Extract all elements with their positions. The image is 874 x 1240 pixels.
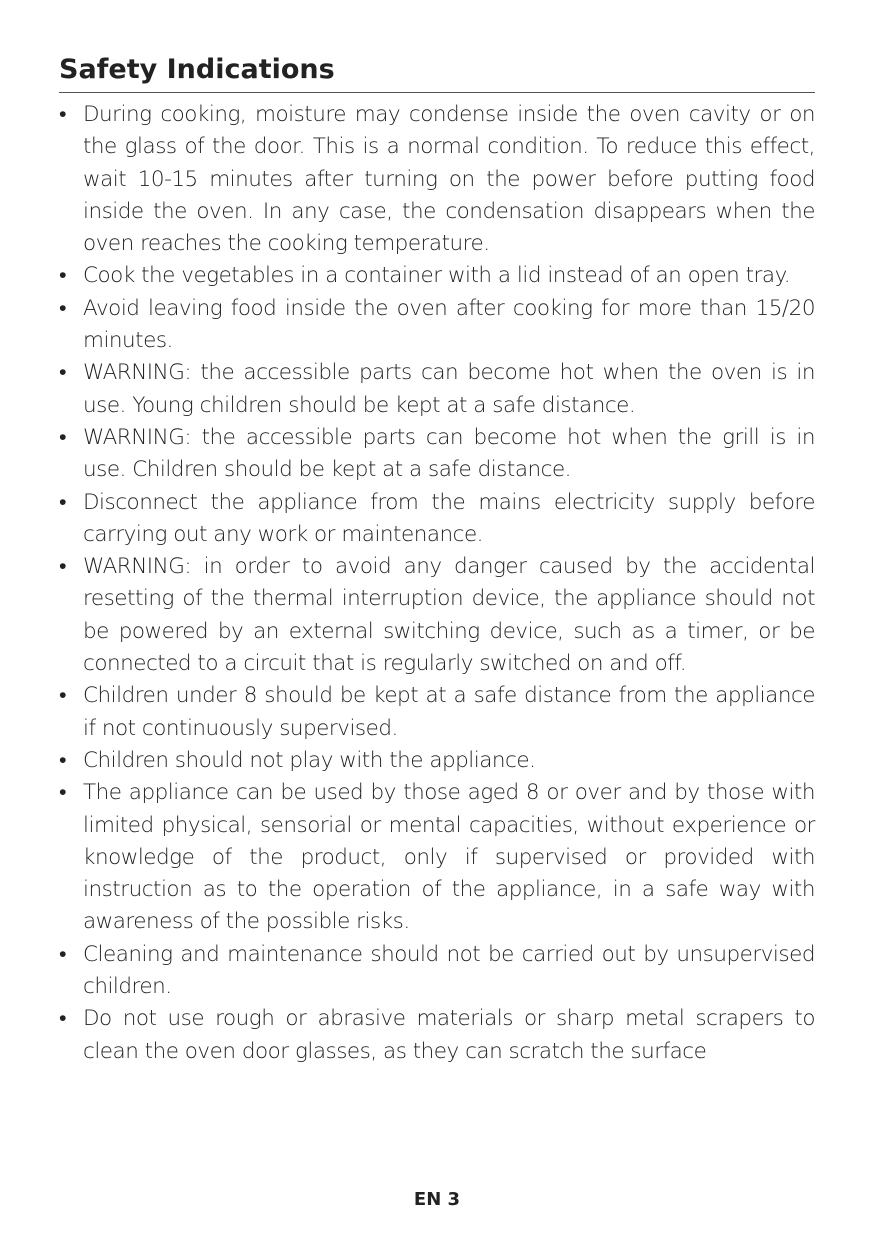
list-item-text: Disconnect the appliance from the mains electricity supply before carrying out any work or maintenance. [83, 489, 815, 547]
list-item [59, 99, 815, 260]
list-item-text: Do not use rough or abrasive materials or sharp metal scrapers to clean the oven door glasses, as they can scratch the surface [83, 1006, 815, 1064]
section-title: Safety Indications [59, 54, 335, 85]
list-item-text: During cooking, moisture may condense inside the oven cavity or on the glass of the door. This is a normal condition. To reduce this effect, wait 10-15 minutes after turning on the power before putting food inside the oven. In any case, the condensation disappears when the oven reaches the cooking temperature. [83, 102, 815, 257]
list-item [59, 487, 815, 552]
bullet-icon [59, 260, 73, 292]
list-item [59, 777, 815, 938]
list-item [59, 680, 815, 745]
list-item-text: Cleaning and maintenance should not be carried out by unsupervised children. [83, 941, 815, 1000]
bullet-icon [59, 551, 73, 583]
bullet-icon [59, 777, 73, 809]
list-item [59, 422, 815, 487]
bullet-icon [59, 680, 73, 712]
page-number: EN 3 [413, 1189, 461, 1210]
list-item-text: Avoid leaving food inside the oven after cooking for more than 15/20 minutes. [83, 295, 815, 354]
page-content [59, 52, 815, 1068]
list-item [59, 293, 815, 358]
list-item-text: Children under 8 should be kept at a safe distance from the appliance if not continuously supervised. [83, 683, 815, 741]
list-item [59, 939, 815, 1004]
bullet-icon [59, 357, 73, 389]
list-item [59, 551, 815, 680]
list-item [59, 1003, 815, 1068]
list-item [59, 357, 815, 422]
bullet-icon [59, 293, 73, 325]
bullet-icon [59, 745, 73, 777]
list-item-text: Cook the vegetables in a container with a lid instead of an open tray. [83, 263, 791, 289]
list-item-text: WARNING: the accessible parts can become hot when the oven is in use. Young children should be kept at a safe distance. [83, 360, 815, 418]
bullet-icon [59, 99, 73, 131]
bullet-icon [59, 1003, 73, 1035]
bullet-icon [59, 422, 73, 454]
title-divider [59, 92, 815, 93]
list-item-text: WARNING: the accessible parts can become hot when the grill is in use. Children should be kept at a safe distance. [83, 424, 815, 483]
list-item-text: Children should not play with the appliance. [83, 747, 536, 773]
safety-list [59, 99, 815, 1068]
list-item [59, 260, 815, 292]
list-item-text: WARNING: in order to avoid any danger caused by the accidental resetting of the thermal interruption device, the appliance should not be powered by an external switching device, such as a timer, or be connected to a circuit that is regularly switched on and off. [83, 554, 815, 677]
list-item-text: The appliance can be used by those aged 8 or over and by those with limited physical, sensorial or mental capacities, without experience or knowledge of the product, only if supervised or provided with instruction as to the operation of the appliance, in a safe way with awareness of the possible risks. [83, 780, 815, 935]
bullet-icon [59, 939, 73, 971]
bullet-icon [59, 487, 73, 519]
list-item [59, 745, 815, 777]
